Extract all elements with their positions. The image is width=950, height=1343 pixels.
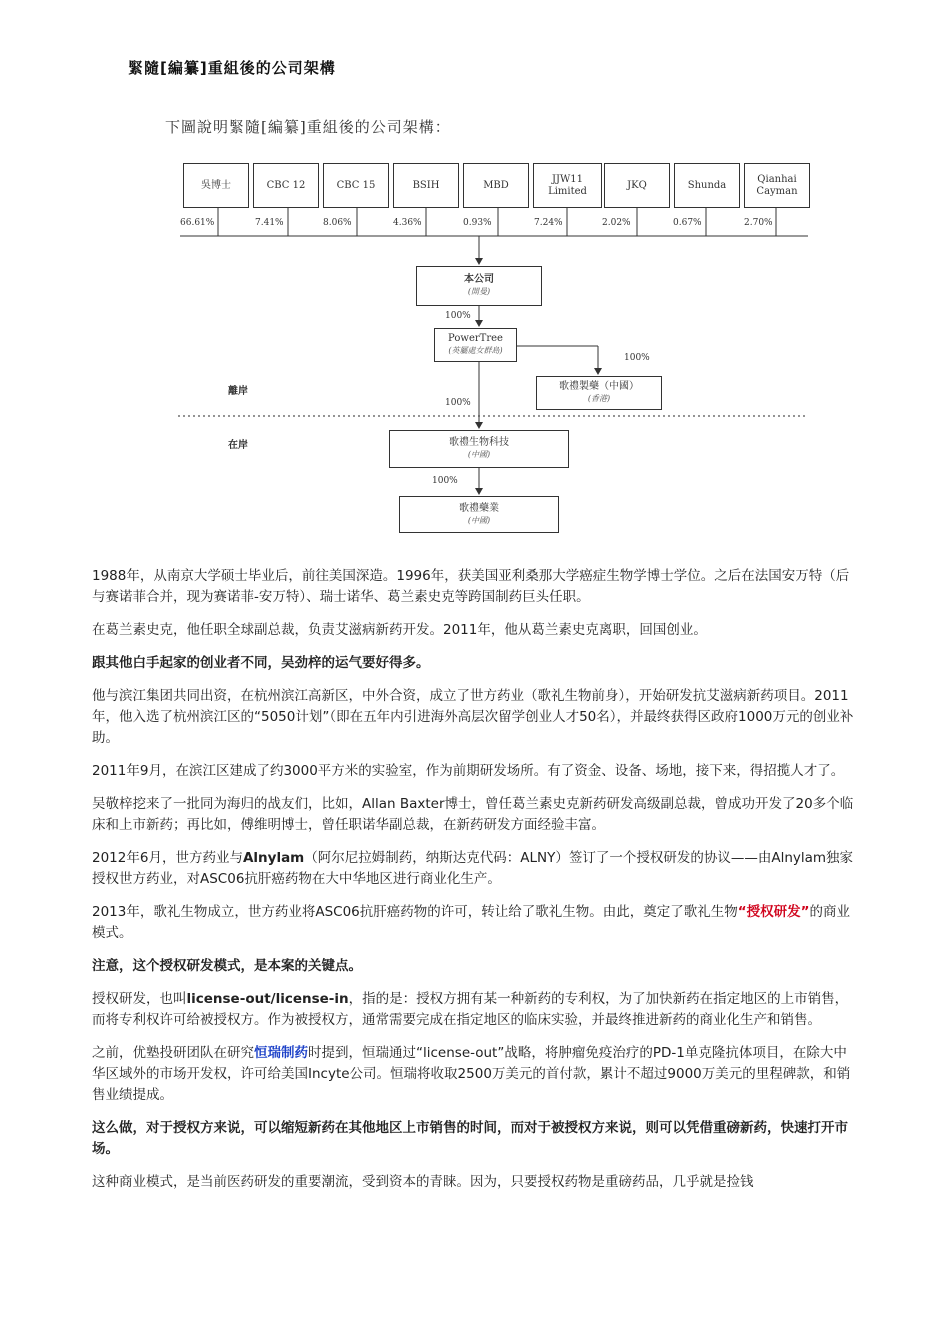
term-highlight: license-out/license-in [186, 991, 349, 1007]
paragraph-bold: 注意，这个授权研发模式，是本案的关键点。 [92, 958, 362, 974]
ownership-pct: 100% [432, 476, 458, 486]
paragraph: 在葛兰素史克，他任职全球副总裁，负责艾滋病新药开发。2011年，他从葛兰素史克离职，回国创业。 [92, 622, 707, 638]
shareholder-box: Shunda [674, 163, 740, 208]
paragraph: 2011年9月，在滨江区建成了约3000平方米的实验室，作为前期研发场所。有了资金、设备、场地，接下来，得招揽人才了。 [92, 763, 845, 779]
shareholder-box: BSIH [393, 163, 459, 208]
powertree-box: PowerTree (英屬處女群島) [434, 328, 517, 362]
ownership-pct: 0.93% [463, 218, 492, 228]
shareholder-box: CBC 15 [323, 163, 389, 208]
paragraph: 授权研发，也叫license-out/license-in，指的是：授权方拥有某一种新药的专利权，为了加快新药在指定地区的上市销售，而将专利权许可给被授权方。作为被授权方，通常需要完成在指定地区的临床实验，并最终推进新药的商业化生产和销售。 [92, 991, 849, 1028]
hk-entity-box: 歌禮製藥（中國） (香港) [536, 376, 662, 410]
paragraph-bold: 跟其他白手起家的创业者不同，吴劲梓的运气要好得多。 [92, 655, 430, 671]
ownership-pct: 100% [624, 353, 650, 363]
company-box: 本公司 (開曼) [416, 266, 542, 306]
ownership-pct: 0.67% [673, 218, 702, 228]
ownership-pct: 8.06% [323, 218, 352, 228]
company-name-highlight: Alnylam [242, 850, 305, 866]
onshore-label: 在岸 [228, 440, 248, 451]
keyword-highlight: “授权研发” [737, 904, 810, 920]
ownership-pct: 100% [445, 398, 471, 408]
offshore-label: 離岸 [228, 386, 248, 397]
paragraph: 1988年，从南京大学硕士毕业后，前往美国深造。1996年，获美国亚利桑那大学癌症生物学博士学位。之后在法国安万特（后与赛诺菲合并，现为赛诺菲-安万特）、瑞士诺华、葛兰素史克等跨国制药巨头任职。 [92, 568, 850, 605]
paragraph-bold: 这么做，对于授权方来说，可以缩短新药在其他地区上市销售的时间，而对于被授权方来说，则可以凭借重磅新药，快速打开市场。 [92, 1120, 848, 1157]
shareholder-box: MBD [463, 163, 529, 208]
ownership-pct: 4.36% [393, 218, 422, 228]
ownership-pct: 7.24% [534, 218, 563, 228]
page-title: 緊隨[編纂]重組後的公司架構 [128, 59, 336, 77]
hengrui-link[interactable]: 恒瑞制药 [254, 1045, 308, 1061]
paragraph: 之前，优塾投研团队在研究恒瑞制药时提到，恒瑞通过“license-out”战略，将肿瘤免疫治疗的PD-1单克隆抗体项目，在除大中华区域外的市场开发权，许可给美国Incyte公司。恒瑞将收取2500万美元的首付款，累计不超过9000万美元的里程碑款，和销售业绩提成。 [92, 1045, 851, 1103]
shareholder-box: Qianhai Cayman [744, 163, 810, 208]
shareholder-box: JKQ [604, 163, 670, 208]
shareholder-box: 吳博士 [183, 163, 249, 208]
paragraph: 这种商业模式，是当前医药研发的重要潮流，受到资本的青睐。因为，只要授权药物是重磅药品，几乎就是捡钱 [92, 1174, 754, 1190]
paragraph: 2012年6月，世方药业与Alnylam（阿尔尼拉姆制药，纳斯达克代码：ALNY）签订了一个授权研发的协议——由Alnylam独家授权世方药业，对ASC06抗肝癌药物在大中华地区进行商业化生产。 [92, 850, 854, 887]
ownership-pct: 66.61% [180, 218, 215, 228]
chart-caption: 下圖說明緊隨[編纂]重組後的公司架構： [165, 118, 451, 136]
pharma-entity-box: 歌禮藥業 (中國) [399, 496, 559, 533]
shareholder-box: CBC 12 [253, 163, 319, 208]
ownership-pct: 7.41% [255, 218, 284, 228]
bio-entity-box: 歌禮生物科技 (中國) [389, 430, 569, 468]
article-body [92, 566, 858, 1205]
paragraph: 他与滨江集团共同出资，在杭州滨江高新区，中外合资，成立了世方药业（歌礼生物前身），开始研发抗艾滋病新药项目。2011年，他入选了杭州滨江区的“5050计划”（即在五年内引进海外高层次留学创业人才50名），并最终获得区政府1000万元的创业补助。 [92, 688, 854, 746]
ownership-pct: 100% [445, 311, 471, 321]
ownership-pct: 2.70% [744, 218, 773, 228]
paragraph: 吴敬梓挖来了一批同为海归的战友们，比如，Allan Baxter博士，曾任葛兰素史克新药研发高级副总裁，曾成功开发了20多个临床和上市新药；再比如，傅维明博士，曾任职诺华副总裁，在新药研发方面经验丰富。 [92, 796, 854, 833]
ownership-pct: 2.02% [602, 218, 631, 228]
shareholder-box: JJW11 Limited [533, 163, 602, 208]
paragraph: 2013年，歌礼生物成立，世方药业将ASC06抗肝癌药物的许可，转让给了歌礼生物。由此，奠定了歌礼生物“授权研发”的商业模式。 [92, 904, 851, 941]
